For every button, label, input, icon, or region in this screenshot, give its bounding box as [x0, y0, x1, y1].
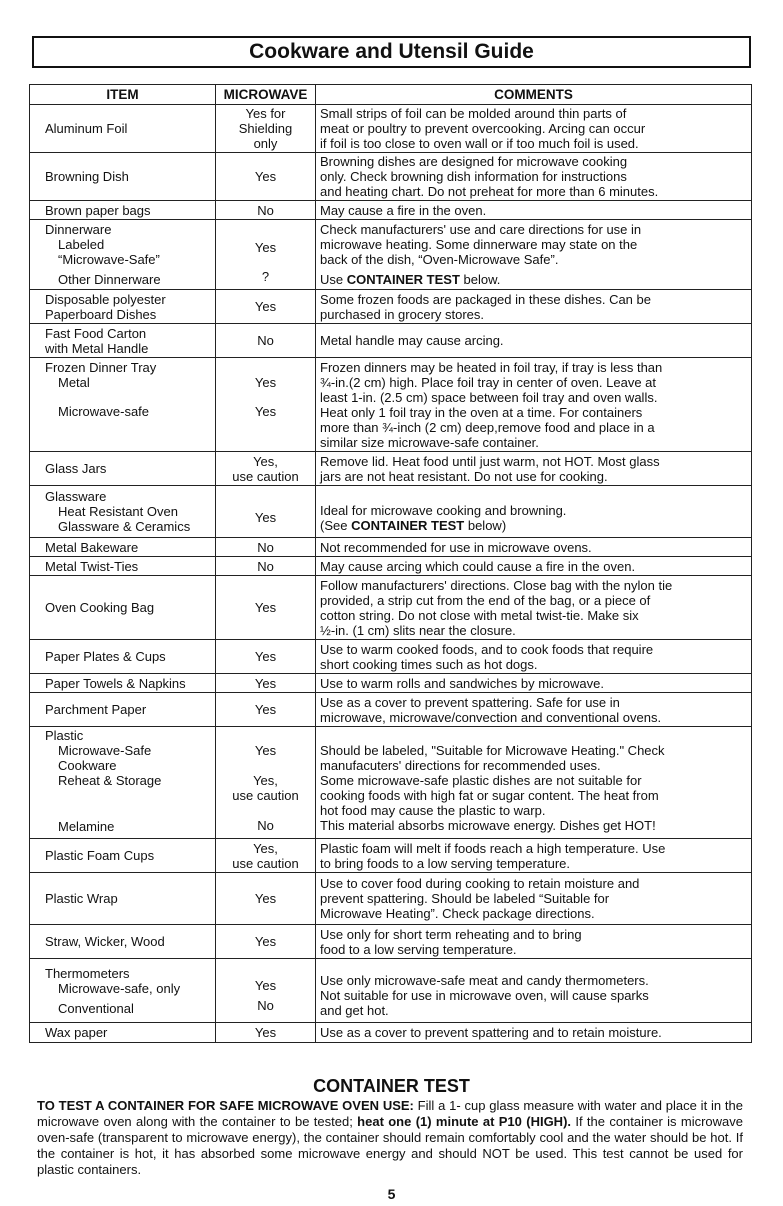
comments-cell: Frozen dinners may be heated in foil tray, if tray is less than ¾-in.(2 cm) high. Place foil tray in center of oven. Leave at least 1-in. (2.5 cm) space between foil tray and oven walls. Heat only 1 foil tray in the oven at a time. For containers more than ¾-inch (2 cm) deep,remove food and place in a similar size microwave-safe container. [316, 358, 752, 452]
item-cell: Plastic Wrap [30, 873, 216, 925]
table-row [30, 674, 752, 693]
item-cell: Plastic Microwave-Safe Cookware Reheat & Storage Melamine [30, 727, 216, 839]
container-test-title: CONTAINER TEST [313, 1076, 470, 1096]
item-cell: Dinnerware Labeled “Microwave-Safe” Other Dinnerware [30, 220, 216, 290]
item-cell: Frozen Dinner Tray Metal Microwave-safe [30, 358, 216, 452]
item-cell: Metal Twist-Ties [30, 557, 216, 576]
microwave-cell: Yes [216, 873, 316, 925]
microwave-cell: Yes [216, 640, 316, 674]
comments-cell: Plastic foam will melt if foods reach a high temperature. Use to bring foods to a low serving temperature. [316, 839, 752, 873]
table-row [30, 640, 752, 674]
comments-cell: Some frozen foods are packaged in these dishes. Can be purchased in grocery stores. [316, 290, 752, 324]
table-row [30, 290, 752, 324]
comments-cell: May cause a fire in the oven. [316, 201, 752, 220]
comments-cell: Use to cover food during cooking to retain moisture and prevent spattering. Should be labeled “Suitable for Microwave Heating”. Check package directions. [316, 873, 752, 925]
table-header-row [30, 85, 752, 105]
microwave-cell: Yes [216, 674, 316, 693]
microwave-cell: Yes Yes [216, 358, 316, 452]
microwave-cell: Yes Yes, use caution No [216, 727, 316, 839]
table-row [30, 693, 752, 727]
table-row [30, 839, 752, 873]
container-test-paragraph: TO TEST A CONTAINER FOR SAFE MICROWAVE OVEN USE: Fill a 1- cup glass measure with water and place it in the microwave oven along with the container to be tested; heat one (1) minute at P10 (HIGH). If the container is microwave oven-safe (transparent to microwave energy), the container should remain comfortably cool and the water should be hot. If the container is hot, it has absorbed some microwave energy and should NOT be used. This test cannot be used for plastic containers. [37, 1098, 743, 1177]
comments-cell: Browning dishes are designed for microwave cooking only. Check browning dish information for instructions and heating chart. Do not preheat for more than 6 minutes. [316, 153, 752, 201]
comments-cell: Small strips of foil can be molded around thin parts of meat or poultry to prevent overcooking. Arcing can occur if foil is too close to oven wall or if too much foil is used. [316, 105, 752, 153]
comments-cell: Remove lid. Heat food until just warm, not HOT. Most glass jars are not heat resistant. Do not use for cooking. [316, 452, 752, 486]
table-row [30, 925, 752, 959]
table-row [30, 358, 752, 452]
comments-cell: Use only microwave-safe meat and candy thermometers. Not suitable for use in microwave oven, will cause sparks and get hot. [316, 959, 752, 1023]
table-row [30, 452, 752, 486]
item-cell: Paper Towels & Napkins [30, 674, 216, 693]
item-cell: Straw, Wicker, Wood [30, 925, 216, 959]
microwave-cell: No [216, 324, 316, 358]
page-number: 5 [387, 1186, 396, 1202]
table-row [30, 959, 752, 1023]
container-test-intro: TO TEST A CONTAINER FOR SAFE MICROWAVE OVEN USE: [37, 1098, 414, 1113]
microwave-cell: Yes [216, 925, 316, 959]
item-cell: Paper Plates & Cups [30, 640, 216, 674]
table-row [30, 486, 752, 538]
microwave-cell: Yes [216, 153, 316, 201]
item-cell: Browning Dish [30, 153, 216, 201]
comments-cell: Use to warm rolls and sandwiches by microwave. [316, 674, 752, 693]
table-row [30, 324, 752, 358]
comments-cell: Not recommended for use in microwave ovens. [316, 538, 752, 557]
table-row [30, 576, 752, 640]
item-cell: Plastic Foam Cups [30, 839, 216, 873]
item-cell: Glass Jars [30, 452, 216, 486]
item-cell: Oven Cooking Bag [30, 576, 216, 640]
guide-title-box [32, 36, 751, 68]
item-cell: Wax paper [30, 1023, 216, 1043]
microwave-cell: Yes [216, 693, 316, 727]
comments-cell: Use as a cover to prevent spattering and to retain moisture. [316, 1023, 752, 1043]
header-item: ITEM [30, 85, 216, 105]
item-cell: Brown paper bags [30, 201, 216, 220]
table-row [30, 557, 752, 576]
table-row [30, 105, 752, 153]
item-cell: Thermometers Microwave-safe, only Conventional [30, 959, 216, 1023]
table-row [30, 153, 752, 201]
table-row [30, 538, 752, 557]
table-row [30, 727, 752, 839]
item-cell: Fast Food Carton with Metal Handle [30, 324, 216, 358]
microwave-cell: Yes for Shielding only [216, 105, 316, 153]
microwave-cell: No [216, 201, 316, 220]
comments-cell: Should be labeled, "Suitable for Microwave Heating." Check manufacuters' directions for recommended uses. Some microwave-safe plastic dishes are not suitable for cooking foods with high fat or sugar content. The heat from hot food may cause the plastic to warp. This material absorbs microwave energy. Dishes get HOT! [316, 727, 752, 839]
header-comments: COMMENTS [316, 85, 752, 105]
microwave-cell: Yes [216, 486, 316, 538]
comments-cell: Ideal for microwave cooking and browning. (See CONTAINER TEST below) [316, 486, 752, 538]
item-cell: Parchment Paper [30, 693, 216, 727]
table-row [30, 1023, 752, 1043]
table-row [30, 220, 752, 290]
microwave-cell: Yes, use caution [216, 452, 316, 486]
item-cell: Metal Bakeware [30, 538, 216, 557]
table-row [30, 873, 752, 925]
microwave-cell: Yes, use caution [216, 839, 316, 873]
page-title: Cookware and Utensil Guide [249, 40, 534, 63]
comments-cell: Use to warm cooked foods, and to cook foods that require short cooking times such as hot dogs. [316, 640, 752, 674]
comments-cell: Use as a cover to prevent spattering. Safe for use in microwave, microwave/convection and conventional ovens. [316, 693, 752, 727]
comments-cell: May cause arcing which could cause a fire in the oven. [316, 557, 752, 576]
item-cell: Disposable polyester Paperboard Dishes [30, 290, 216, 324]
microwave-cell: Yes ? [216, 220, 316, 290]
comments-cell: Metal handle may cause arcing. [316, 324, 752, 358]
comments-cell: Follow manufacturers' directions. Close bag with the nylon tie provided, a strip cut from the end of the bag, or a piece of cotton string. Do not close with metal twist-tie. Make six ½-in. (1 cm) slits near the closure. [316, 576, 752, 640]
microwave-cell: Yes [216, 576, 316, 640]
microwave-cell: Yes [216, 1023, 316, 1043]
microwave-cell: No [216, 557, 316, 576]
header-microwave: MICROWAVE [216, 85, 316, 105]
microwave-cell: Yes No [216, 959, 316, 1023]
microwave-cell: No [216, 538, 316, 557]
item-cell: Aluminum Foil [30, 105, 216, 153]
table-row [30, 201, 752, 220]
microwave-cell: Yes [216, 290, 316, 324]
comments-cell: Use only for short term reheating and to bring food to a low serving temperature. [316, 925, 752, 959]
cookware-guide-table [29, 84, 752, 1043]
comments-cell: Check manufacturers' use and care directions for use in microwave heating. Some dinnerware may state on the back of the dish, “Oven-Microwave Safe”. Use CONTAINER TEST below. [316, 220, 752, 290]
item-cell: Glassware Heat Resistant Oven Glassware & Ceramics [30, 486, 216, 538]
